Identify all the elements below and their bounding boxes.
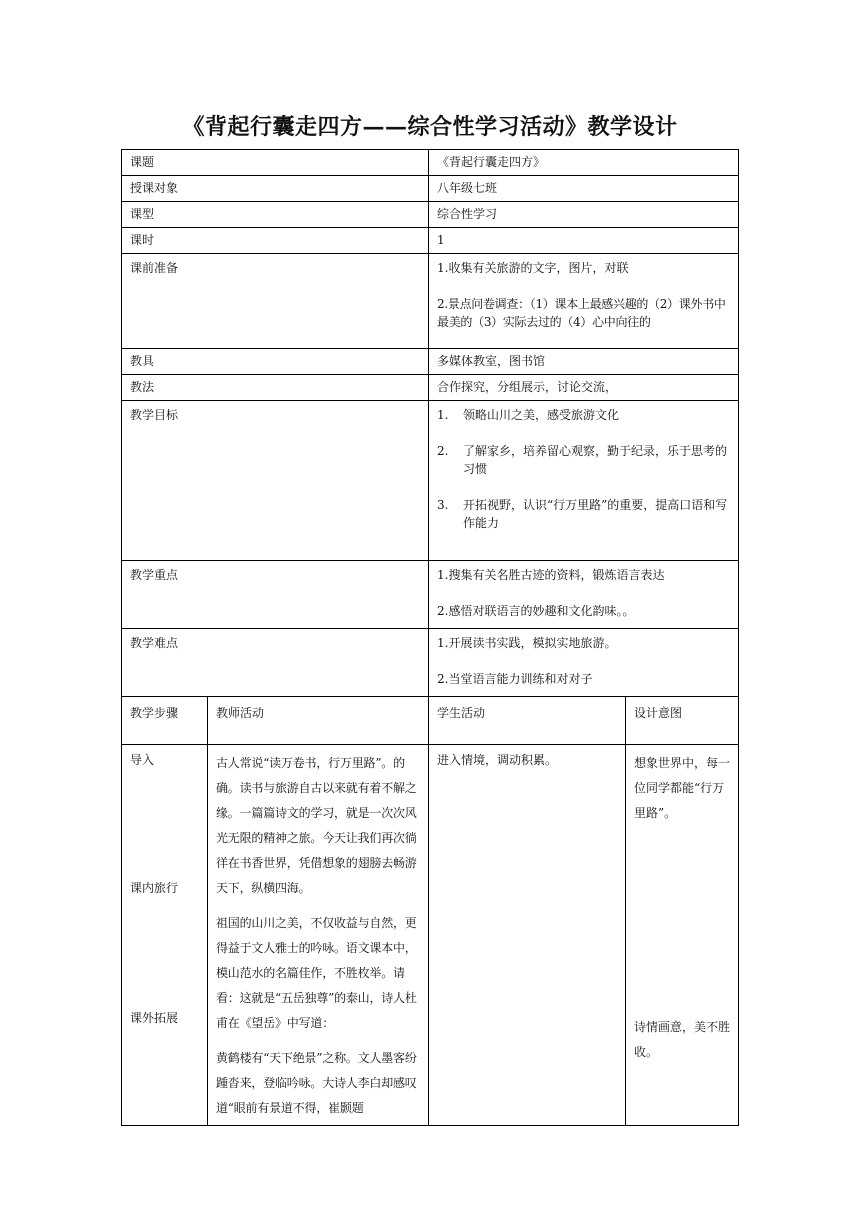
topic-label: 课题 [122, 150, 429, 176]
row-method [122, 375, 739, 401]
stage-extension: 课外拓展 [130, 1011, 179, 1025]
teacher-paragraph: 古人常说“读万卷书，行万里路”。的确。读书与旅游自古以来就有着不解之缘。一篇篇诗文的学习，就是一次次风光无限的精神之旅。今天让我们再次徜徉在书香世界，凭借想象的翅膀去畅游天下，纵横四海。 [216, 756, 417, 895]
tools-value: 多媒体教室，图书馆 [429, 349, 739, 375]
row-difficult [122, 629, 739, 697]
teacher-paragraph: 祖国的山川之美，不仅收益与自然，更得益于文人雅士的吟咏。语文课本中，模山范水的名篇佳作，不胜枚举。请看：这就是“五岳独尊”的泰山，诗人杜甫在《望岳》中写道： [216, 916, 417, 1030]
goals-label: 教学目标 [122, 401, 429, 561]
row-goals [122, 401, 739, 561]
audience-value: 八年级七班 [429, 176, 739, 202]
key-line: 2.感悟对联语言的妙趣和文化韵味。。 [437, 604, 635, 618]
goals-content [429, 401, 739, 561]
intent-text: 诗情画意，美不胜收。 [634, 1020, 731, 1059]
student-activity-cell: 进入情境，调动积累。 [429, 745, 626, 1126]
hours-label: 课时 [122, 228, 429, 254]
page-title: 《背起行囊走四方——综合性学习活动》教学设计 [182, 114, 678, 140]
row-type [122, 202, 739, 228]
type-value: 综合性学习 [429, 202, 739, 228]
prep-content [429, 254, 739, 349]
row-audience [122, 176, 739, 202]
method-label: 教法 [122, 375, 429, 401]
prep-line: 2.景点问卷调查：（1）课本上最感兴趣的（2）课外书中最美的（3）实际去过的（4）心中向往的 [437, 297, 726, 329]
type-label: 课型 [122, 202, 429, 228]
row-hours [122, 228, 739, 254]
goal-item: 3. 开拓视野，认识“行万里路”的重要，提高口语和写作能力 [437, 498, 728, 530]
audience-label: 授课对象 [122, 176, 429, 202]
hours-value: 1 [429, 228, 739, 254]
prep-label: 课前准备 [122, 254, 429, 349]
row-steps-body [122, 745, 739, 1126]
design-intent-cell [626, 745, 739, 1126]
difficult-line: 2.当堂语言能力训练和对对子 [437, 672, 593, 686]
teacher-paragraph: 黄鹤楼有“天下绝景”之称。文人墨客纷踵沓来，登临吟咏。大诗人李白却感叹道“眼前有景道不得，崔颢题 [216, 1051, 417, 1115]
difficult-content [429, 629, 739, 697]
tools-label: 教具 [122, 349, 429, 375]
key-label: 教学重点 [122, 561, 429, 629]
steps-stage-cell [122, 745, 208, 1126]
method-value: 合作探究，分组展示，讨论交流， [429, 375, 739, 401]
row-tools [122, 349, 739, 375]
goal-item: 2. 了解家乡，培养留心观察，勤于纪录，乐于思考的习惯 [437, 444, 728, 476]
key-content [429, 561, 739, 629]
row-steps-header [122, 697, 739, 745]
row-key [122, 561, 739, 629]
prep-line: 1.收集有关旅游的文字，图片，对联 [437, 261, 629, 275]
stage-in-class: 课内旅行 [130, 881, 179, 895]
row-prep [122, 254, 739, 349]
difficult-label: 教学难点 [122, 629, 429, 697]
header-teacher: 教师活动 [208, 697, 429, 745]
header-student: 学生活动 [429, 697, 626, 745]
lesson-plan-table [121, 149, 739, 1126]
header-intent: 设计意图 [626, 697, 739, 745]
key-line: 1.搜集有关名胜古迹的资料，锻炼语言表达 [437, 568, 665, 582]
goal-item: 1. 领略山川之美，感受旅游文化 [437, 408, 620, 422]
difficult-line: 1.开展读书实践，模拟实地旅游。 [437, 636, 617, 650]
teacher-activity-cell [208, 745, 429, 1126]
topic-value: 《背起行囊走四方》 [429, 150, 739, 176]
row-topic [122, 150, 739, 176]
intent-text: 想象世界中，每一位同学都能“行万里路”。 [634, 756, 731, 820]
stage-intro: 导入 [130, 753, 155, 767]
header-step: 教学步骤 [122, 697, 208, 745]
